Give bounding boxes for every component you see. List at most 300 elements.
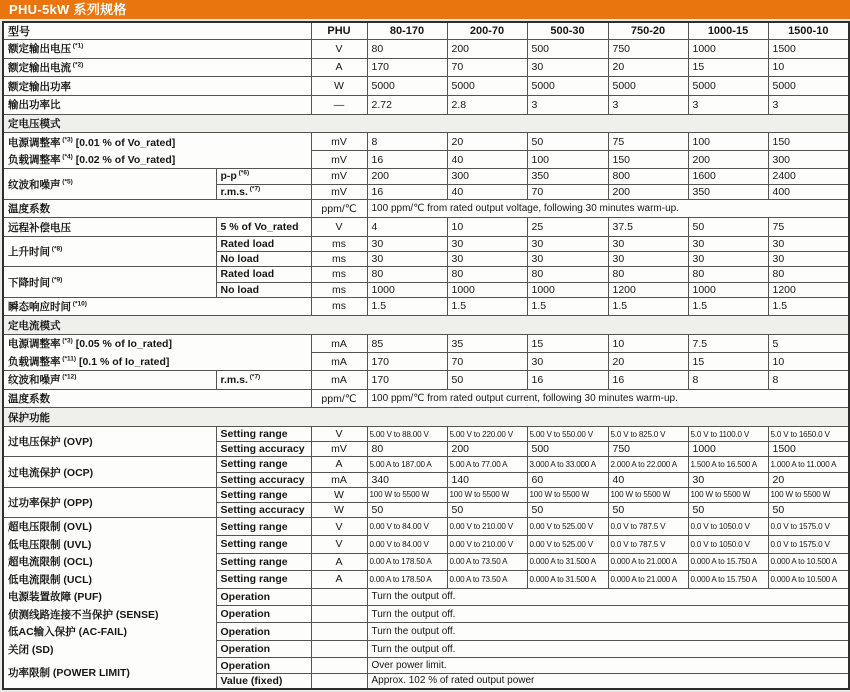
- value-cell: 1.5: [608, 297, 688, 316]
- spec-label-cell: [3, 553, 216, 570]
- value-cell: 20: [608, 353, 688, 371]
- value-cell: 200: [367, 169, 447, 184]
- value-cell: 30: [527, 252, 608, 267]
- value-cell: 30: [688, 237, 768, 252]
- value-cell: 15: [688, 353, 768, 371]
- spec-label-note: [0.05 % of Io_rated]: [72, 338, 172, 351]
- spec-sub-cell: [216, 267, 311, 282]
- spec-label-text: Setting accuracy: [220, 503, 305, 516]
- value-cell: 20: [447, 133, 527, 151]
- value-cell: 50: [527, 502, 608, 517]
- value-cell: 0.000 A to 31.500 A: [527, 571, 608, 588]
- spec-label-cell: [3, 457, 216, 487]
- value-cell: 0.00 A to 73.50 A: [447, 553, 527, 570]
- value-cell: 70: [447, 353, 527, 371]
- unit-cell: mV: [311, 133, 367, 151]
- value-cell: 30: [608, 237, 688, 252]
- value-cell: 20: [608, 58, 688, 77]
- spec-label-cell: [3, 353, 311, 371]
- span-value-cell: Over power limit.: [367, 658, 849, 673]
- value-cell: 5000: [688, 77, 768, 96]
- spec-label-text: 远程补偿电压: [8, 221, 71, 234]
- unit-cell: W: [311, 502, 367, 517]
- table-row: [3, 640, 849, 657]
- spec-label-cell: [3, 267, 216, 297]
- spec-label-cell: [3, 133, 311, 151]
- value-cell: 2.8: [447, 95, 527, 114]
- spec-label-text: Operation: [220, 625, 271, 638]
- spec-label-cell: [3, 151, 311, 169]
- value-cell: 150: [768, 133, 849, 151]
- value-cell: 80: [768, 267, 849, 282]
- value-cell: 5.00 V to 220.00 V: [447, 427, 527, 442]
- value-cell: 0.00 A to 178.50 A: [367, 571, 447, 588]
- value-cell: 5000: [367, 77, 447, 96]
- spec-sub-cell: [216, 169, 311, 184]
- value-cell: 0.000 A to 21.000 A: [608, 571, 688, 588]
- table-row: [3, 536, 849, 553]
- value-cell: 15: [527, 334, 608, 352]
- spec-label-cell: [3, 58, 311, 77]
- value-cell: 25: [527, 218, 608, 237]
- spec-label-text: 纹波和噪声: [8, 374, 61, 387]
- unit-cell: ppm/℃: [311, 199, 367, 218]
- value-cell: 170: [367, 371, 447, 390]
- table-row: [3, 389, 849, 408]
- value-cell: 0.0 V to 787.5 V: [608, 536, 688, 553]
- spec-label-cell: [3, 623, 216, 640]
- value-cell: 1000: [688, 40, 768, 59]
- col-header-model-4: 750-20: [608, 22, 688, 40]
- value-cell: 0.0 V to 1575.0 V: [768, 518, 849, 536]
- value-cell: 0.000 A to 15.750 A: [688, 553, 768, 570]
- spec-label-text: 输出功率比: [8, 99, 61, 112]
- value-cell: 750: [608, 40, 688, 59]
- value-cell: 0.00 V to 210.00 V: [447, 536, 527, 553]
- value-cell: 5000: [608, 77, 688, 96]
- value-cell: 100 W to 5500 W: [367, 487, 447, 502]
- value-cell: 1200: [768, 282, 849, 297]
- value-cell: 80: [367, 267, 447, 282]
- value-cell: 300: [447, 169, 527, 184]
- value-cell: 16: [608, 371, 688, 390]
- unit-cell: ppm/℃: [311, 389, 367, 408]
- spec-label-text: 纹波和噪声: [8, 178, 61, 191]
- spec-sub-cell: [216, 457, 311, 472]
- spec-sub-cell: [216, 623, 311, 640]
- value-cell: 40: [447, 151, 527, 169]
- value-cell: 100 W to 5500 W: [688, 487, 768, 502]
- table-row: [3, 518, 849, 536]
- table-row: [3, 133, 849, 151]
- value-cell: 37.5: [608, 218, 688, 237]
- value-cell: 50: [688, 502, 768, 517]
- unit-cell: mV: [311, 151, 367, 169]
- value-cell: 0.0 V to 1050.0 V: [688, 536, 768, 553]
- col-header-model-1: 80-170: [367, 22, 447, 40]
- span-value-cell: Turn the output off.: [367, 640, 849, 657]
- value-cell: 8: [688, 371, 768, 390]
- value-cell: 0.000 A to 10.500 A: [768, 553, 849, 570]
- value-cell: 30: [768, 252, 849, 267]
- value-cell: 1000: [447, 282, 527, 297]
- unit-cell: A: [311, 571, 367, 588]
- value-cell: 1200: [608, 282, 688, 297]
- value-cell: 50: [447, 371, 527, 390]
- value-cell: 350: [527, 169, 608, 184]
- table-row: [3, 199, 849, 218]
- value-cell: 2.72: [367, 95, 447, 114]
- spec-label-text: Setting range: [220, 538, 288, 551]
- value-cell: 80: [367, 442, 447, 457]
- section-row: [3, 316, 849, 335]
- value-cell: 750: [608, 442, 688, 457]
- section-row: [3, 114, 849, 133]
- unit-cell: A: [311, 58, 367, 77]
- footnote-marker: (*11): [60, 355, 77, 363]
- value-cell: 200: [688, 151, 768, 169]
- spec-label-text: 侦测线路连接不当保护 (SENSE): [8, 608, 159, 621]
- section-title-cell: 定电流模式: [3, 316, 849, 335]
- spec-label-text: 温度系数: [8, 393, 50, 406]
- spec-label-text: 负载调整率: [8, 355, 61, 368]
- spec-label-text: 5 % of Vo_rated: [220, 221, 299, 234]
- value-cell: 1.5: [447, 297, 527, 316]
- unit-cell: —: [311, 95, 367, 114]
- spec-label-cell: [3, 487, 216, 517]
- footnote-marker: (*3): [60, 136, 73, 144]
- value-cell: 70: [527, 184, 608, 199]
- spec-label-text: Operation: [220, 608, 271, 621]
- value-cell: 80: [367, 40, 447, 59]
- value-cell: 170: [367, 353, 447, 371]
- value-cell: 0.00 V to 84.00 V: [367, 518, 447, 536]
- value-cell: 80: [688, 267, 768, 282]
- unit-cell: mV: [311, 442, 367, 457]
- value-cell: 5.00 A to 187.00 A: [367, 457, 447, 472]
- spec-label-text: 低电流限制 (UCL): [8, 573, 92, 586]
- spec-sub-cell: [216, 427, 311, 442]
- value-cell: 1.500 A to 16.500 A: [688, 457, 768, 472]
- spec-label-text: 电源调整率: [8, 338, 61, 351]
- spec-label-text: 额定输出电压: [8, 43, 71, 56]
- value-cell: 16: [527, 371, 608, 390]
- spec-label-text: 超电压限制 (OVL): [8, 521, 92, 534]
- value-cell: 80: [527, 267, 608, 282]
- table-row: [3, 658, 849, 673]
- value-cell: 0.000 A to 31.500 A: [527, 553, 608, 570]
- spec-sub-cell: [216, 282, 311, 297]
- unit-cell: W: [311, 77, 367, 96]
- spec-label-text: Operation: [220, 659, 271, 672]
- value-cell: 5000: [768, 77, 849, 96]
- unit-cell: V: [311, 218, 367, 237]
- spec-sub-cell: [216, 184, 311, 199]
- unit-cell: [311, 640, 367, 657]
- spec-label-text: 上升时间: [8, 246, 50, 259]
- spec-sub-cell: [216, 673, 311, 689]
- spec-sub-cell: [216, 502, 311, 517]
- value-cell: 1.5: [688, 297, 768, 316]
- value-cell: 140: [447, 472, 527, 487]
- unit-cell: mV: [311, 169, 367, 184]
- value-cell: 500: [527, 40, 608, 59]
- value-cell: 7.5: [688, 334, 768, 352]
- footnote-marker: (*4): [60, 153, 73, 161]
- spec-label-cell: [3, 427, 216, 457]
- value-cell: 50: [447, 502, 527, 517]
- value-cell: 1.5: [527, 297, 608, 316]
- value-cell: 0.0 V to 1575.0 V: [768, 536, 849, 553]
- table-row: [3, 353, 849, 371]
- unit-cell: mA: [311, 371, 367, 390]
- value-cell: 16: [367, 151, 447, 169]
- value-cell: 30: [527, 353, 608, 371]
- value-cell: 100 W to 5500 W: [527, 487, 608, 502]
- table-row: [3, 487, 849, 502]
- value-cell: 0.0 V to 787.5 V: [608, 518, 688, 536]
- spec-sub-cell: [216, 606, 311, 623]
- value-cell: 400: [768, 184, 849, 199]
- spec-label-cell: [3, 40, 311, 59]
- value-cell: 80: [447, 267, 527, 282]
- spec-label-text: Setting range: [220, 555, 288, 568]
- spec-sub-cell: [216, 252, 311, 267]
- unit-cell: [311, 658, 367, 673]
- footnote-marker: (*12): [60, 373, 77, 381]
- unit-cell: V: [311, 536, 367, 553]
- spec-sub-cell: [216, 237, 311, 252]
- spec-label-text: 过功率保护 (OPP): [8, 496, 93, 509]
- value-cell: 1500: [768, 442, 849, 457]
- table-row: [3, 169, 849, 184]
- value-cell: 3.000 A to 33.000 A: [527, 457, 608, 472]
- value-cell: 10: [447, 218, 527, 237]
- value-cell: 1000: [688, 282, 768, 297]
- span-value-cell: 100 ppm/℃ from rated output current, following 30 minutes warm-up.: [367, 389, 849, 408]
- table-header-row: [3, 22, 849, 40]
- value-cell: 5.00 V to 88.00 V: [367, 427, 447, 442]
- col-header-model-6: 1500-10: [768, 22, 849, 40]
- value-cell: 100 W to 5500 W: [608, 487, 688, 502]
- table-row: [3, 371, 849, 390]
- value-cell: 0.00 A to 178.50 A: [367, 553, 447, 570]
- value-cell: 300: [768, 151, 849, 169]
- unit-cell: ms: [311, 267, 367, 282]
- spec-label-cell: [3, 297, 311, 316]
- value-cell: 30: [688, 252, 768, 267]
- span-value-cell: Turn the output off.: [367, 606, 849, 623]
- footnote-marker: (*10): [71, 300, 87, 308]
- value-cell: 10: [768, 58, 849, 77]
- value-cell: 8: [768, 371, 849, 390]
- table-row: [3, 77, 849, 96]
- spec-label-note: [0.1 % of Io_rated]: [76, 355, 170, 368]
- spec-label-text: Setting range: [220, 458, 288, 471]
- value-cell: 1.5: [367, 297, 447, 316]
- spec-label-text: Rated load: [220, 268, 275, 281]
- value-cell: 10: [608, 334, 688, 352]
- value-cell: 5000: [447, 77, 527, 96]
- unit-cell: ms: [311, 237, 367, 252]
- spec-label-text: 瞬态响应时间: [8, 300, 71, 313]
- spec-label-text: 额定输出功率: [8, 80, 71, 93]
- value-cell: 0.000 A to 21.000 A: [608, 553, 688, 570]
- value-cell: 5.00 A to 77.00 A: [447, 457, 527, 472]
- table-row: [3, 237, 849, 252]
- spec-label-text: Value (fixed): [220, 674, 283, 687]
- footnote-marker: (*5): [60, 178, 73, 186]
- spec-label-text: Setting range: [220, 573, 288, 586]
- spec-table: [2, 21, 850, 690]
- value-cell: 1500: [768, 40, 849, 59]
- value-cell: 5.00 V to 550.00 V: [527, 427, 608, 442]
- value-cell: 1000: [527, 282, 608, 297]
- footnote-marker: (*1): [71, 42, 84, 50]
- value-cell: 1600: [688, 169, 768, 184]
- value-cell: 350: [688, 184, 768, 199]
- spec-sub-cell: [216, 571, 311, 588]
- col-header-model-2: 200-70: [447, 22, 527, 40]
- footnote-marker: (*6): [236, 169, 250, 177]
- value-cell: 50: [688, 218, 768, 237]
- unit-cell: [311, 673, 367, 689]
- span-value-cell: 100 ppm/℃ from rated output voltage, following 30 minutes warm-up.: [367, 199, 849, 218]
- footnote-marker: (*2): [71, 61, 84, 69]
- spec-label-text: 电源调整率: [8, 136, 61, 149]
- spec-label-text: Rated load: [220, 238, 275, 251]
- value-cell: 30: [688, 472, 768, 487]
- col-header-phu: PHU: [311, 22, 367, 40]
- spec-label-text: Setting range: [220, 488, 288, 501]
- value-cell: 800: [608, 169, 688, 184]
- value-cell: 30: [447, 237, 527, 252]
- value-cell: 1000: [367, 282, 447, 297]
- spec-label-cell: [3, 334, 311, 352]
- spec-label-text: Setting accuracy: [220, 443, 305, 456]
- value-cell: 16: [367, 184, 447, 199]
- section-title-cell: 定电压模式: [3, 114, 849, 133]
- table-row: [3, 58, 849, 77]
- unit-cell: mV: [311, 184, 367, 199]
- table-row: [3, 553, 849, 570]
- value-cell: 100: [527, 151, 608, 169]
- span-value-cell: Turn the output off.: [367, 588, 849, 605]
- unit-cell: ms: [311, 252, 367, 267]
- value-cell: 170: [367, 58, 447, 77]
- footnote-marker: (*7): [247, 373, 261, 381]
- spec-sub-cell: [216, 442, 311, 457]
- spec-label-cell: [3, 606, 216, 623]
- spec-sub-cell: [216, 553, 311, 570]
- unit-cell: A: [311, 553, 367, 570]
- value-cell: 0.00 A to 73.50 A: [447, 571, 527, 588]
- unit-cell: ms: [311, 282, 367, 297]
- spec-sub-cell: [216, 658, 311, 673]
- spec-sub-cell: [216, 518, 311, 536]
- value-cell: 1.000 A to 11.000 A: [768, 457, 849, 472]
- table-row: [3, 40, 849, 59]
- spec-label-text: No load: [220, 283, 259, 296]
- spec-label-text: 下降时间: [8, 276, 50, 289]
- unit-cell: mA: [311, 472, 367, 487]
- spec-label-text: 负载调整率: [8, 154, 61, 167]
- spec-sub-cell: [216, 218, 311, 237]
- col-header-model-label: 型号: [3, 22, 311, 40]
- spec-label-cell: [3, 389, 311, 408]
- spec-label-text: 温度系数: [8, 203, 50, 216]
- spec-label-text: 超电流限制 (OCL): [8, 556, 93, 569]
- value-cell: 8: [367, 133, 447, 151]
- table-row: [3, 151, 849, 169]
- spec-label-text: r.m.s.: [220, 185, 248, 198]
- table-row: [3, 267, 849, 282]
- value-cell: 100 W to 5500 W: [768, 487, 849, 502]
- footnote-marker: (*3): [60, 337, 73, 345]
- value-cell: 500: [527, 442, 608, 457]
- value-cell: 35: [447, 334, 527, 352]
- spec-table-container: [0, 19, 850, 690]
- value-cell: 340: [367, 472, 447, 487]
- spec-sub-cell: [216, 371, 311, 390]
- col-header-model-5: 1000-15: [688, 22, 768, 40]
- spec-label-cell: [3, 518, 216, 536]
- title-banner: [0, 0, 850, 19]
- table-row: [3, 95, 849, 114]
- spec-label-text: Operation: [220, 590, 271, 603]
- value-cell: 30: [608, 252, 688, 267]
- value-cell: 30: [527, 237, 608, 252]
- table-row: [3, 427, 849, 442]
- spec-label-cell: [3, 371, 216, 390]
- table-row: [3, 623, 849, 640]
- spec-label-text: 关闭 (SD): [8, 643, 54, 656]
- value-cell: 30: [367, 237, 447, 252]
- table-row: [3, 297, 849, 316]
- value-cell: 75: [768, 218, 849, 237]
- table-row: [3, 571, 849, 588]
- value-cell: 60: [527, 472, 608, 487]
- value-cell: 100 W to 5500 W: [447, 487, 527, 502]
- spec-label-cell: [3, 218, 216, 237]
- unit-cell: A: [311, 457, 367, 472]
- spec-label-text: Setting accuracy: [220, 473, 305, 486]
- value-cell: 50: [527, 133, 608, 151]
- spec-sub-cell: [216, 487, 311, 502]
- value-cell: 5: [768, 334, 849, 352]
- footnote-marker: (*8): [50, 245, 63, 253]
- value-cell: 200: [608, 184, 688, 199]
- span-value-cell: Turn the output off.: [367, 623, 849, 640]
- spec-sub-cell: [216, 472, 311, 487]
- unit-cell: ms: [311, 297, 367, 316]
- unit-cell: [311, 623, 367, 640]
- table-row: [3, 606, 849, 623]
- value-cell: 30: [447, 252, 527, 267]
- unit-cell: [311, 588, 367, 605]
- value-cell: 2.000 A to 22.000 A: [608, 457, 688, 472]
- value-cell: 30: [527, 58, 608, 77]
- spec-label-text: 低AC输入保护 (AC-FAIL): [8, 626, 127, 639]
- value-cell: 200: [447, 442, 527, 457]
- spec-label-cell: [3, 199, 311, 218]
- spec-label-text: p-p: [220, 170, 237, 183]
- spec-label-cell: [3, 169, 216, 199]
- footnote-marker: (*9): [50, 276, 63, 283]
- table-row: [3, 457, 849, 472]
- spec-label-text: 过电压保护 (OVP): [8, 436, 93, 449]
- spec-label-cell: [3, 237, 216, 267]
